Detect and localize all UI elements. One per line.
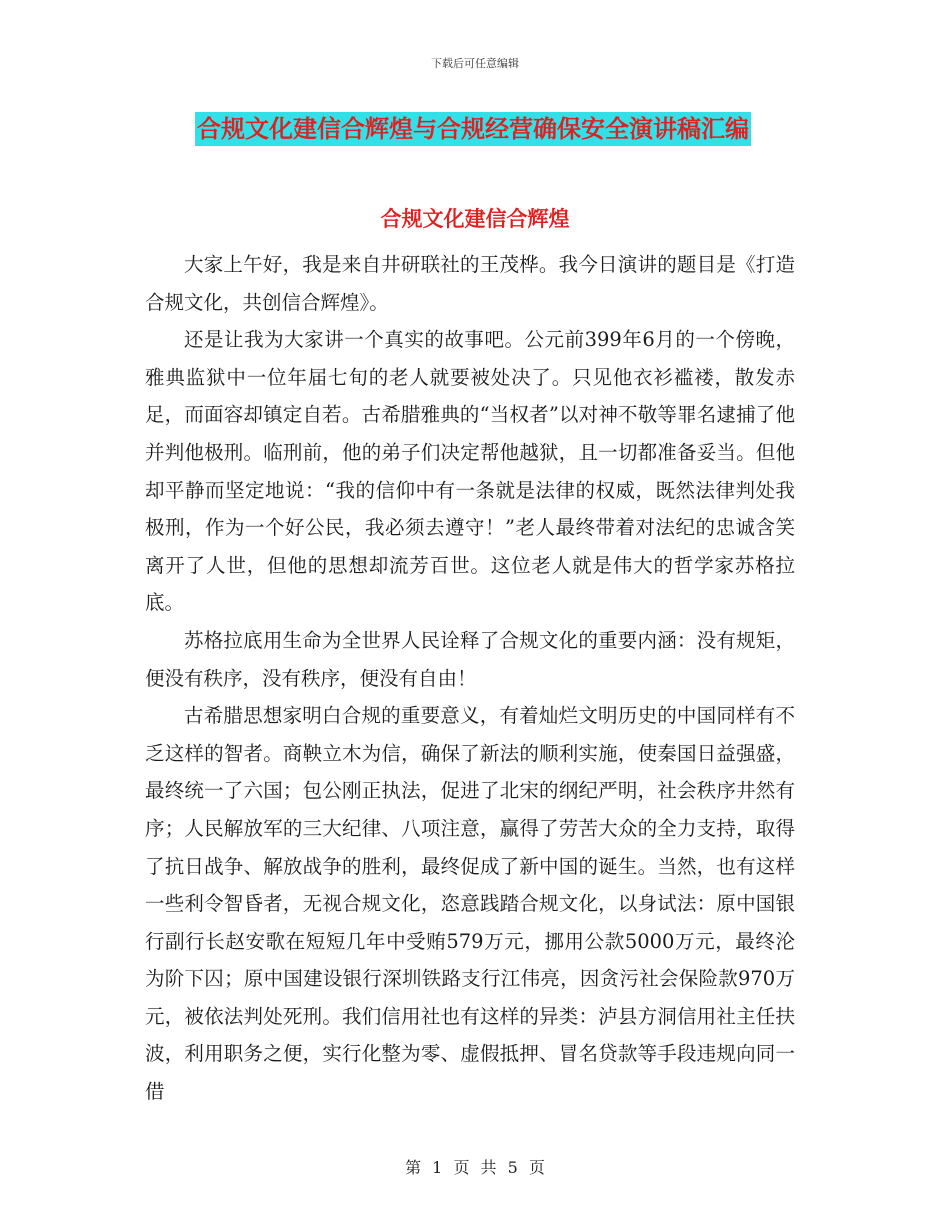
paragraph: 古希腊思想家明白合规的重要意义，有着灿烂文明历史的中国同样有不乏这样的智者。商鞅立木为信，确保了新法的顺利实施，使秦国日益强盛，最终统一了六国；包公刚正执法，促进了北宋的纲纪严明，社会秩序井然有序；人民解放军的三大纪律、八项注意，赢得了劳苦大众的全力支持，取得了抗日战争、解放战争的胜利，最终促成了新中国的诞生。当然，也有这样一些利令智昏者，无视合规文化，恣意践踏合规文化，以身试法：原中国银行副行长赵安歌在短短几年中受贿579万元，挪用公款5000万元，最终沦为阶下囚；原中国建设银行深圳铁路支行江伟亮，因贪污社会保险款970万元，被依法判处死刑。我们信用社也有这样的异类：泸县方洞信用社主任扶波，利用职务之便，实行化整为零、虚假抵押、冒名贷款等手段违规向同一借 [145, 704, 795, 1104]
paragraph: 还是让我为大家讲一个真实的故事吧。公元前399年6月的一个傍晚，雅典监狱中一位年届七旬的老人就要被处决了。只见他衣衫褴褛，散发赤足，而面容却镇定自若。古希腊雅典的“当权者”以对神不敬等罪名逮捕了他并判他极刑。临刑前，他的弟子们决定帮他越狱，且一切都准备妥当。但他却平静而坚定地说：“我的信仰中有一条就是法律的权威，既然法律判处我极刑，作为一个好公民，我必须去遵守！”老人最终带着对法纪的忠诚含笑离开了人世，但他的思想却流芳百世。这位老人就是伟大的哲学家苏格拉底。 [145, 328, 795, 615]
body-text [145, 246, 795, 1111]
paragraph: 苏格拉底用生命为全世界人民诠释了合规文化的重要内涵：没有规矩，便没有秩序，没有秩序，便没有自由！ [145, 628, 795, 690]
paragraph: 大家上午好，我是来自井研联社的王茂桦。我今日演讲的题目是《打造合规文化，共创信合辉煌》。 [145, 253, 795, 314]
page-number: 第 1 页 共 5 页 [405, 1158, 545, 1177]
document-title: 合规文化建信合辉煌与合规经营确保安全演讲稿汇编 [195, 112, 751, 146]
header-note: 下载后可任意编辑 [431, 57, 519, 70]
section-title: 合规文化建信合辉煌 [380, 207, 570, 231]
